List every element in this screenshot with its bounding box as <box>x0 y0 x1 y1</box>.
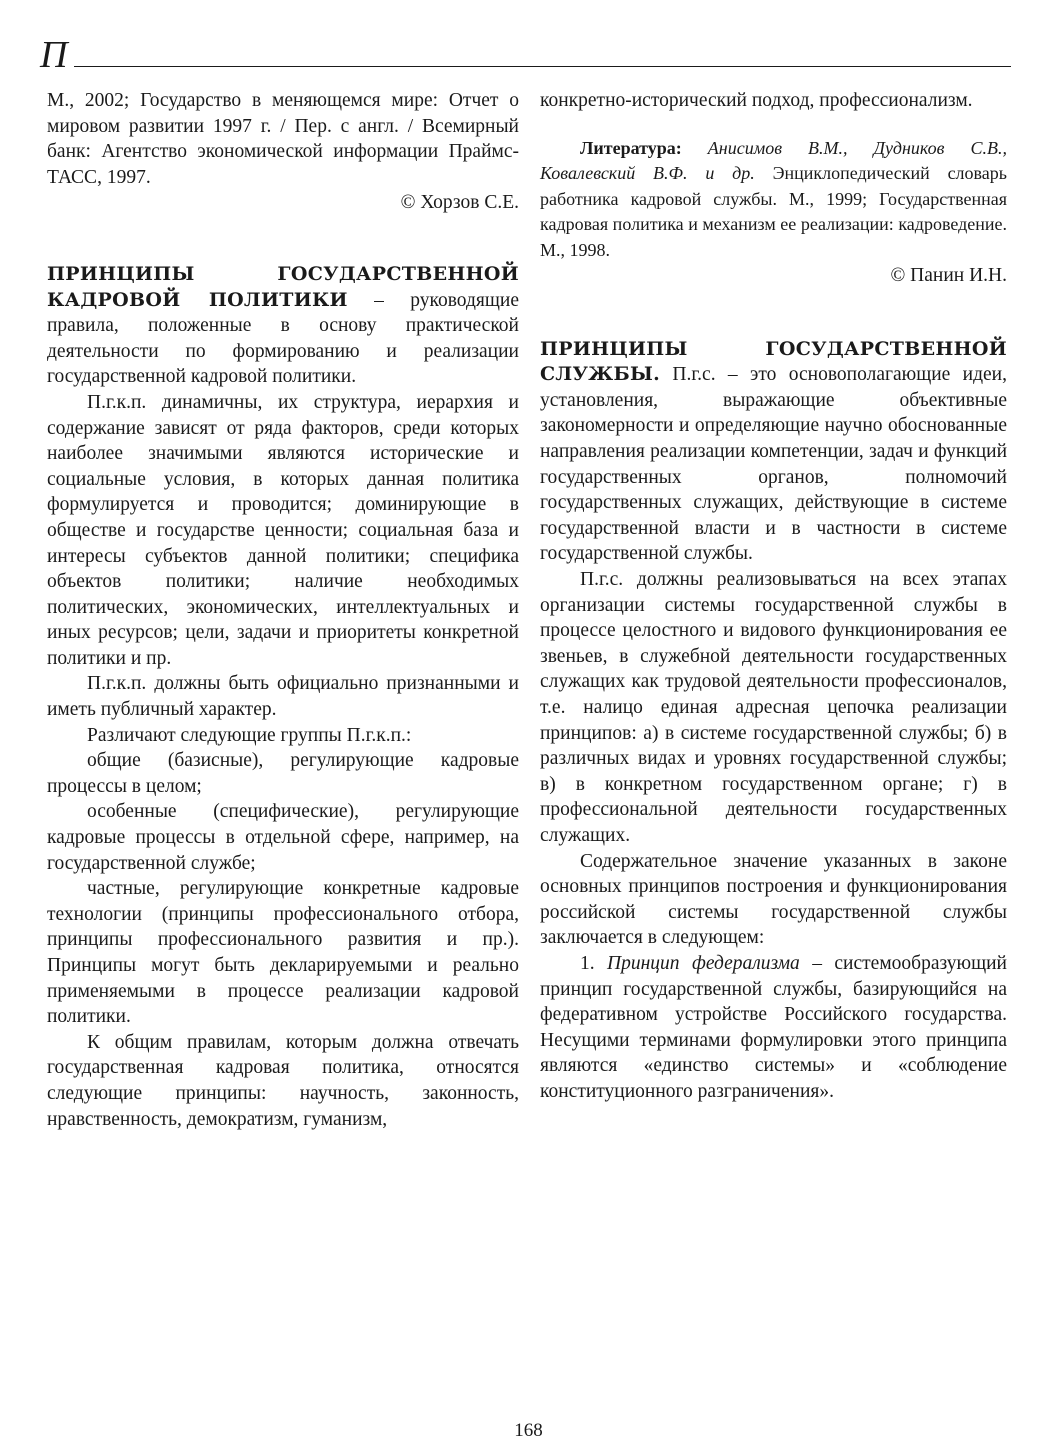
literature-block <box>540 136 1007 264</box>
principle-text: – системообразующий принцип государственной службы, базирующийся на федеративном устройстве Российского государства. Несущими терминами формулировки этого принципа являются «единство системы» и «соблюдение конституционного разграничения». <box>540 952 1007 1102</box>
continuation-text: М., 2002; Государство в меняющемся мире: Отчет о мировом развитии 1997 г. / Пер. с англ. / Всемирный банк: Агентство экономической информации Праймс-ТАСС, 1997. <box>47 90 519 188</box>
entry-paragraph: особенные (специфические), регулирующие кадровые процессы в отдельной сфере, например, на государственной службе; <box>47 801 519 874</box>
header-rule <box>74 66 1011 67</box>
entry-paragraph: частные, регулирующие конкретные кадровые технологии (принципы профессионального отбора, принципы профессионального развития и пр.). Принципы могут быть декларируемыми и реально применяемыми в процессе реализации кадровой политики. <box>47 878 519 1028</box>
entry-paragraph: общие (базисные), регулирующие кадровые процессы в целом; <box>47 750 519 797</box>
principle-name: Принцип федерализма <box>607 952 800 974</box>
author-signature: © Панин И.Н. <box>890 265 1007 287</box>
page-header-letter: П <box>40 34 68 76</box>
entry-lead <box>47 262 519 390</box>
entry-definition: П.г.с. – это основополагающие идеи, установления, выражающие объективные закономерности и определяющие научно обоснованные направления реализации компетенции, задач и функций государственных органов, полномочий государственных служащих, действующие в системе государственной власти и в частности в системе государственной службы. <box>540 364 1007 565</box>
entry-paragraph: П.г.к.п. динамичны, их структура, иерархия и содержание зависят от ряда факторов, среди которых наиболее значимыми являются исторические и социальные условия, в которых данная политика формулируется и проводится; доминирующие в обществе и государстве ценности; социальная база и интересы субъектов данной политики; специфика объектов политики; наличие необходимых политических, экономических, интеллектуальных и иных ресурсов; цели, задачи и приоритеты конкретной политики и пр. <box>47 391 519 669</box>
page-number: 168 <box>514 1420 543 1441</box>
literature-label: Литература: <box>580 137 682 158</box>
dictionary-entry <box>540 337 1007 1105</box>
principle-number: 1. <box>580 952 608 974</box>
entry-title: ПРИНЦИПЫ ГОСУДАРСТВЕННОЙ СЛУЖБЫ. <box>540 337 1007 386</box>
entry-paragraph: Содержательное значение указанных в законе основных принципов построения и функционирования российской системы государственной службы заключается в следующем: <box>540 850 1007 949</box>
literature-text: Энциклопедический словарь работника кадровой службы. М., 1999; Государственная кадровая политика и механизм ее реализации: кадроведение. М., 1998. <box>540 163 1008 260</box>
entry-paragraph: К общим правилам, которым должна отвечать государственная кадровая политика, относятся следующие принципы: научность, законность, нравственность, демократизм, гуманизм, <box>47 1031 519 1130</box>
entry-title: ПРИНЦИПЫ ГОСУДАРСТВЕННОЙ КАДРОВОЙ ПОЛИТИКИ <box>47 262 519 311</box>
right-column <box>540 88 1007 1105</box>
dictionary-entry <box>47 262 519 1132</box>
entry-lead <box>540 337 1007 567</box>
entry-paragraph: Различают следующие группы П.г.к.п.: <box>87 724 412 746</box>
author-signature: © Хорзов С.Е. <box>400 192 519 214</box>
continuation-text: конкретно-исторический подход, профессионализм. <box>540 90 973 111</box>
principle-paragraph <box>540 951 1007 1105</box>
entry-definition: – руководящие правила, положенные в основу практической деятельности по формированию и реализации государственной кадровой политики. <box>47 289 519 388</box>
left-column <box>47 88 519 1132</box>
entry-paragraph: П.г.с. должны реализовываться на всех этапах организации системы государственной службы в процессе целостного и видового функционирования ее звеньев, в служебной деятельности государственных служащих как трудовой деятельности профессионалов, т.е. налицо единая адресная цепочка реализации принципов: а) в системе государственной службы; б) в различных видах и уровнях государственной службы; в) в конкретном государственном органе; г) в профессиональной деятельности государственных служащих. <box>540 569 1007 846</box>
entry-paragraph: П.г.к.п. должны быть официально признанными и иметь публичный характер. <box>47 673 519 721</box>
literature-authors: Анисимов В.М., Дудников С.В., Ковалевский В.Ф. и др. <box>540 137 1007 184</box>
